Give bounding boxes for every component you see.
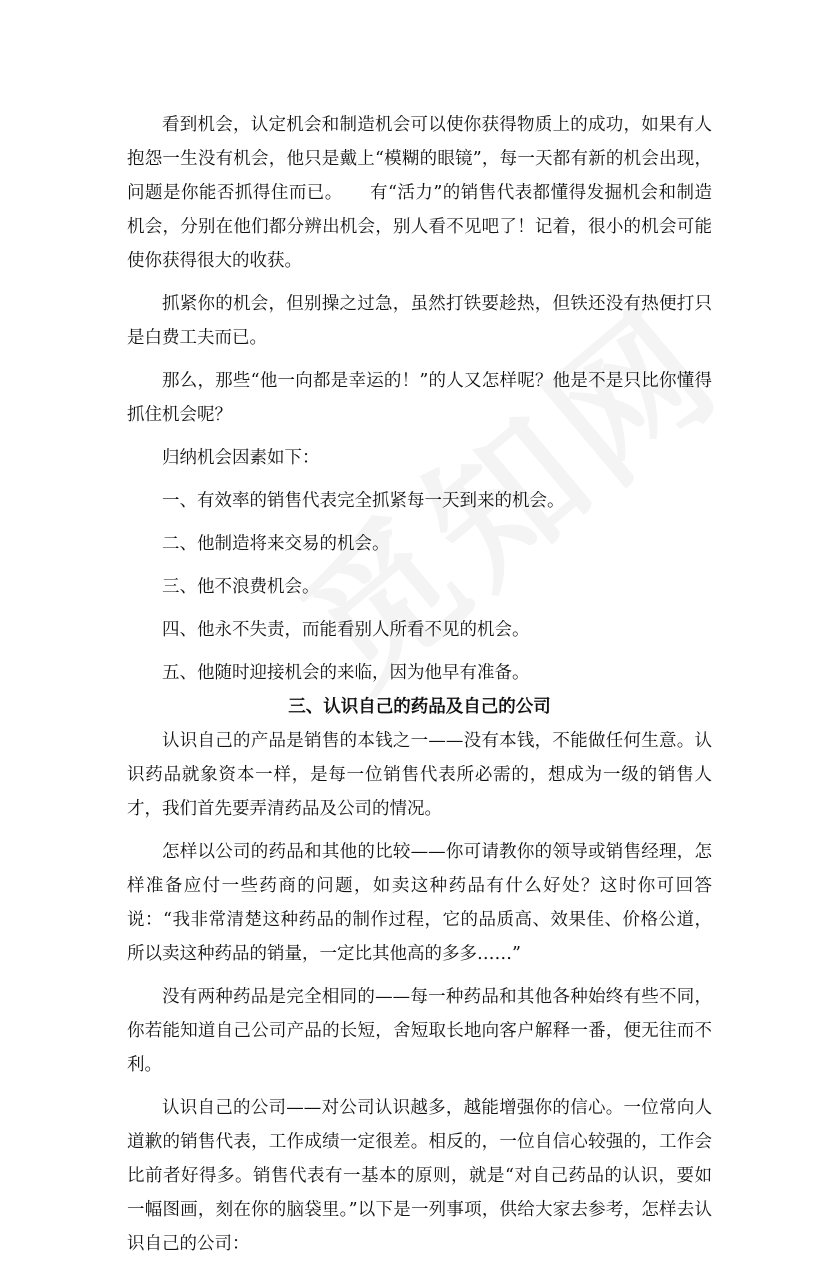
paragraph: 怎样以公司的药品和其他的比较——你可请教你的领导或销售经理，怎样准备应付一些药商的问题，如卖这种药品有什么好处？这时你可回答说：“我非常清楚这种药品的制作过程，它的品质高、效果佳、价格公道，所以卖这种药品的销量，一定比其他高的多多……” [127, 842, 712, 964]
list-item: 四、他永不失责，而能看别人所看不见的机会。 [162, 620, 530, 640]
paragraph: 认识自己的公司——对公司认识越多，越能增强你的信心。一位常向人道歉的销售代表，工作成绩一定很差。相反的，一位自信心较强的，工作会比前者好得多。销售代表有一基本的原则，就是“对自己药品的认识，要如一幅图画，刻在你的脑袋里。”以下是一列事项，供给大家去参考，怎样去认识自己的公司： [127, 1098, 712, 1254]
section-heading: 三、认识自己的药品及自己的公司 [288, 697, 551, 717]
list-item: 二、他制造将来交易的机会。 [162, 534, 390, 554]
paragraph: 那么，那些“他一向都是幸运的！”的人又怎样呢？他是不是只比你懂得抓住机会呢？ [127, 371, 712, 425]
list-item: 三、他不浪费机会。 [162, 577, 320, 597]
list-item: 五、他随时迎接机会的来临，因为他早有准备。 [162, 663, 530, 683]
paragraph: 抓紧你的机会，但别操之过急，虽然打铁要趁热，但铁还没有热便打只是白费工夫而已。 [127, 294, 712, 348]
paragraph: 看到机会，认定机会和制造机会可以使你获得物质上的成功，如果有人抱怨一生没有机会，他只是戴上“模糊的眼镜”，每一天都有新的机会出现，问题是你能否抓得住而已。 有“活力”的销售代表都懂得发掘机会和制造机会，分别在他们都分辨出机会，别人看不见吧了！记着，很小的机会可能使你获得很大的收获。 [127, 115, 712, 271]
document-body [127, 108, 712, 1261]
paragraph: 认识自己的产品是销售的本钱之一——没有本钱，不能做任何生意。认识药品就象资本一样，是每一位销售代表所必需的，想成为一级的销售人才，我们首先要弄清药品及公司的情况。 [127, 731, 712, 819]
list-item: 一、有效率的销售代表完全抓紧每一天到来的机会。 [162, 491, 565, 511]
paragraph: 归纳机会因素如下： [162, 448, 320, 468]
paragraph: 没有两种药品是完全相同的——每一种药品和其他各种始终有些不同，你若能知道自己公司产品的长短，舍短取长地向客户解释一番，便无往而不利。 [127, 987, 712, 1075]
